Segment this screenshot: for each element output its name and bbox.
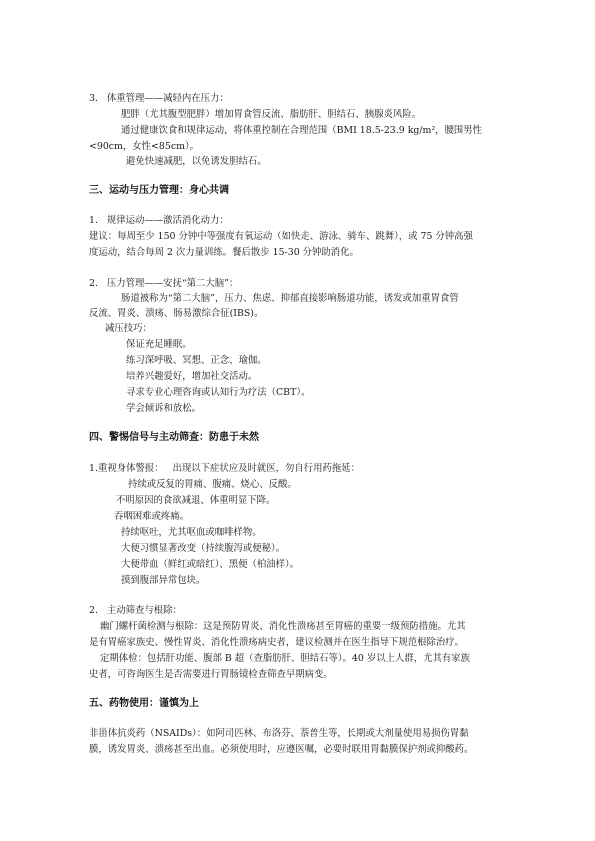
exercise-line-1: 建议：每周至少 150 分钟中等强度有氧运动（如快走、游泳、骑车、跳舞），或 75 分钟高强 [89,231,473,242]
symptom-item: 持续或反复的胃痛、腹痛、烧心、反酸。 [128,479,297,490]
symptom-item: 大便习惯显著改变（持续腹泻或便秘）。 [121,543,286,554]
screening-line-3: 定期体检：包括肝功能、腹部 B 超（查脂肪肝、胆结石等）。40 岁以上人群，尤其有家族 [100,653,470,664]
exercise-title: 1. 规律运动——激活消化动力： [89,215,229,226]
stress-title: 2. 压力管理——安抚“第二大脑”： [89,278,239,289]
stress-line-1: 肠道被称为“第二大脑”，压力、焦虑、抑郁直接影响肠道功能，诱发或加重胃食管 [121,293,459,304]
section-heading-medication: 五、药物使用：谨慎为上 [89,698,199,709]
section-heading-warning-screening: 四、警惕信号与主动筛查：防患于未然 [89,432,259,443]
symptom-item: 摸到腹部异常包块。 [121,575,206,586]
weight-line-1: 肥胖（尤其腹型肥胖）增加胃食管反流、脂肪肝、胆结石、胰腺炎风险。 [121,109,422,120]
stress-tip-item: 学会倾诉和放松。 [126,403,202,414]
symptom-item: 大便带血（鲜红或暗红）、黑便（柏油样）。 [121,559,300,570]
screening-line-2: 是有胃癌家族史、慢性胃炎、消化性溃疡病史者，建议检测并在医生指导下规范根除治疗。 [89,637,465,648]
screening-line-1: 幽门螺杆菌检测与根除：这是预防胃炎、消化性溃疡甚至胃癌的重要一级预防措施。尤其 [100,621,466,632]
stress-tips-label: 减压技巧： [105,323,152,334]
medication-line-2: 膜，诱发胃炎、溃疡甚至出血。必须使用时，应遵医嘱，必要时联用胃黏膜保护剂或抑酸药。 [89,744,474,755]
symptom-item: 吞咽困难或疼痛。 [114,511,190,522]
exercise-line-2: 度运动，结合每周 2 次力量训练。餐后散步 15-30 分钟助消化。 [89,247,359,258]
weight-line-4: 避免快速减肥，以免诱发胆结石。 [126,156,267,167]
symptom-item: 不明原因的食欲减退、体重明显下降。 [116,495,276,506]
section-heading-exercise-stress: 三、运动与压力管理：身心共调 [89,185,229,196]
screening-title: 2. 主动筛查与根除： [89,605,182,616]
stress-tip-item: 练习深呼吸、冥想、正念、瑜伽。 [126,355,267,366]
symptom-item: 持续呕吐，尤其呕血或咖啡样物。 [121,527,262,538]
medication-line-1: 非甾体抗炎药（NSAIDs）：如阿司匹林、布洛芬、萘普生等，长期或大剂量使用易损伤胃黏 [89,728,469,739]
stress-tip-item: 保证充足睡眠。 [126,339,192,350]
stress-tip-item: 寻求专业心理咨询或认知行为疗法（CBT）。 [126,387,311,398]
warning-title: 1.重视身体警报： 出现以下症状应及时就医，勿自行用药拖延： [89,463,361,474]
weight-line-2: 通过健康饮食和规律运动，将体重控制在合理范围（BMI 18.5-23.9 kg/m²，腰围男性 [121,125,483,136]
weight-management-title: 3. 体重管理——减轻内在压力： [89,93,229,104]
stress-line-2: 反流、胃炎、溃疡、肠易激综合征(IBS)。 [89,308,264,319]
weight-line-3: <90cm，女性<85cm）。 [89,141,200,152]
screening-line-4: 史者，可咨询医生是否需要进行胃肠镜检查筛查早期病变。 [89,669,333,680]
stress-tip-item: 培养兴趣爱好，增加社交活动。 [126,371,258,382]
